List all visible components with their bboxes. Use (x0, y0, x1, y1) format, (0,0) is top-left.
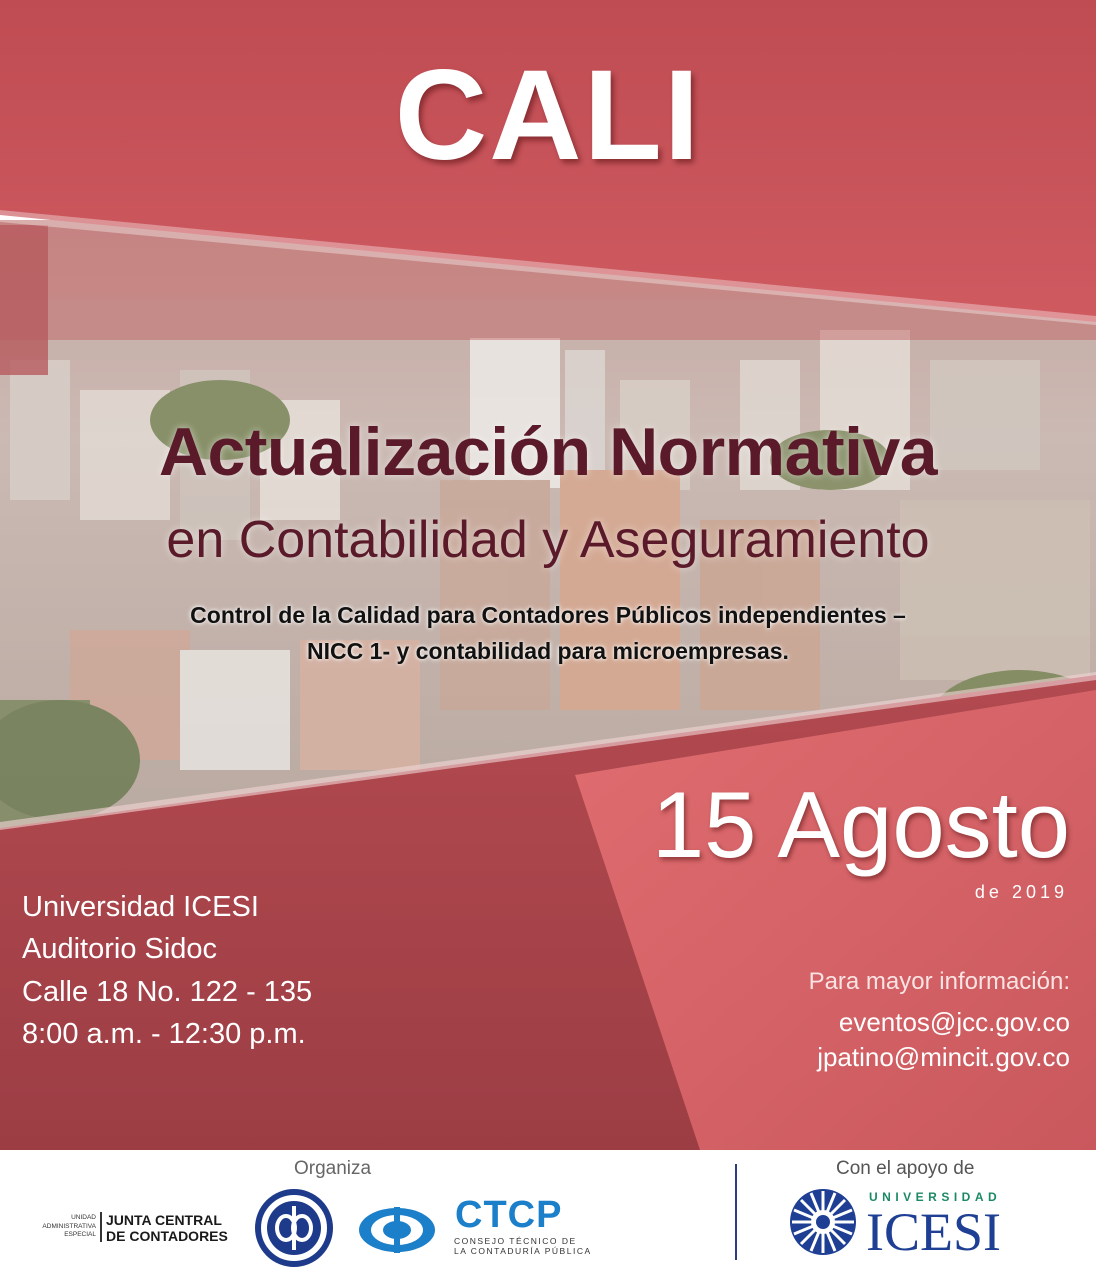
jcc-divider (100, 1212, 102, 1242)
icesi-university-label: UNIVERSIDAD (869, 1190, 1002, 1204)
jcc-unit-label (30, 1214, 96, 1240)
venue-time: 8:00 a.m. - 12:30 p.m. (22, 1018, 306, 1050)
jcc-name-line: JUNTA CENTRAL (106, 1212, 222, 1228)
contact-label: Para mayor información: (808, 968, 1070, 995)
event-description-line-1: Control de la Calidad para Contadores Públicos independientes – (190, 602, 906, 628)
support-label: Con el apoyo de (836, 1158, 975, 1179)
venue-address: Calle 18 No. 122 - 135 (22, 976, 313, 1008)
icesi-name: ICESI (866, 1202, 1001, 1262)
ctcp-logo-icon (356, 1205, 438, 1255)
jcc-unit-line: ESPECIAL (64, 1231, 96, 1238)
jcc-unit-line: UNIDAD (71, 1214, 96, 1221)
jcc-name-line: DE CONTADORES (106, 1228, 228, 1244)
city-title: CALI (394, 44, 702, 187)
event-description-line-2: NICC 1- y contabilidad para microempresas. (307, 638, 789, 664)
event-date: 15 Agosto (651, 772, 1070, 877)
icesi-logo-icon (788, 1187, 858, 1257)
event-title: Actualización Normativa (158, 414, 938, 490)
ctcp-name: CTCP (455, 1194, 563, 1236)
ctcp-sub-line: CONSEJO TÉCNICO DE (454, 1236, 577, 1246)
footer-divider (735, 1164, 737, 1260)
venue-auditorium: Auditorio Sidoc (22, 933, 218, 965)
contact-email-link[interactable]: eventos@jcc.gov.co (838, 1007, 1070, 1037)
event-year: de 2019 (974, 882, 1068, 902)
event-subtitle: en Contabilidad y Aseguramiento (166, 511, 930, 569)
contact-email-link[interactable]: jpatino@mincit.gov.co (817, 1042, 1070, 1072)
sponsor-footer (0, 1150, 1096, 1280)
ctcp-sub-line: LA CONTADURÍA PÚBLICA (454, 1246, 592, 1256)
ctcp-full-name (454, 1236, 592, 1256)
organizer-label: Organiza (294, 1158, 372, 1179)
jcc-unit-line: ADMINISTRATIVA (42, 1222, 96, 1230)
venue-university: Universidad ICESI (22, 891, 259, 923)
jcc-logo-icon (254, 1188, 334, 1268)
jcc-name (106, 1212, 228, 1244)
